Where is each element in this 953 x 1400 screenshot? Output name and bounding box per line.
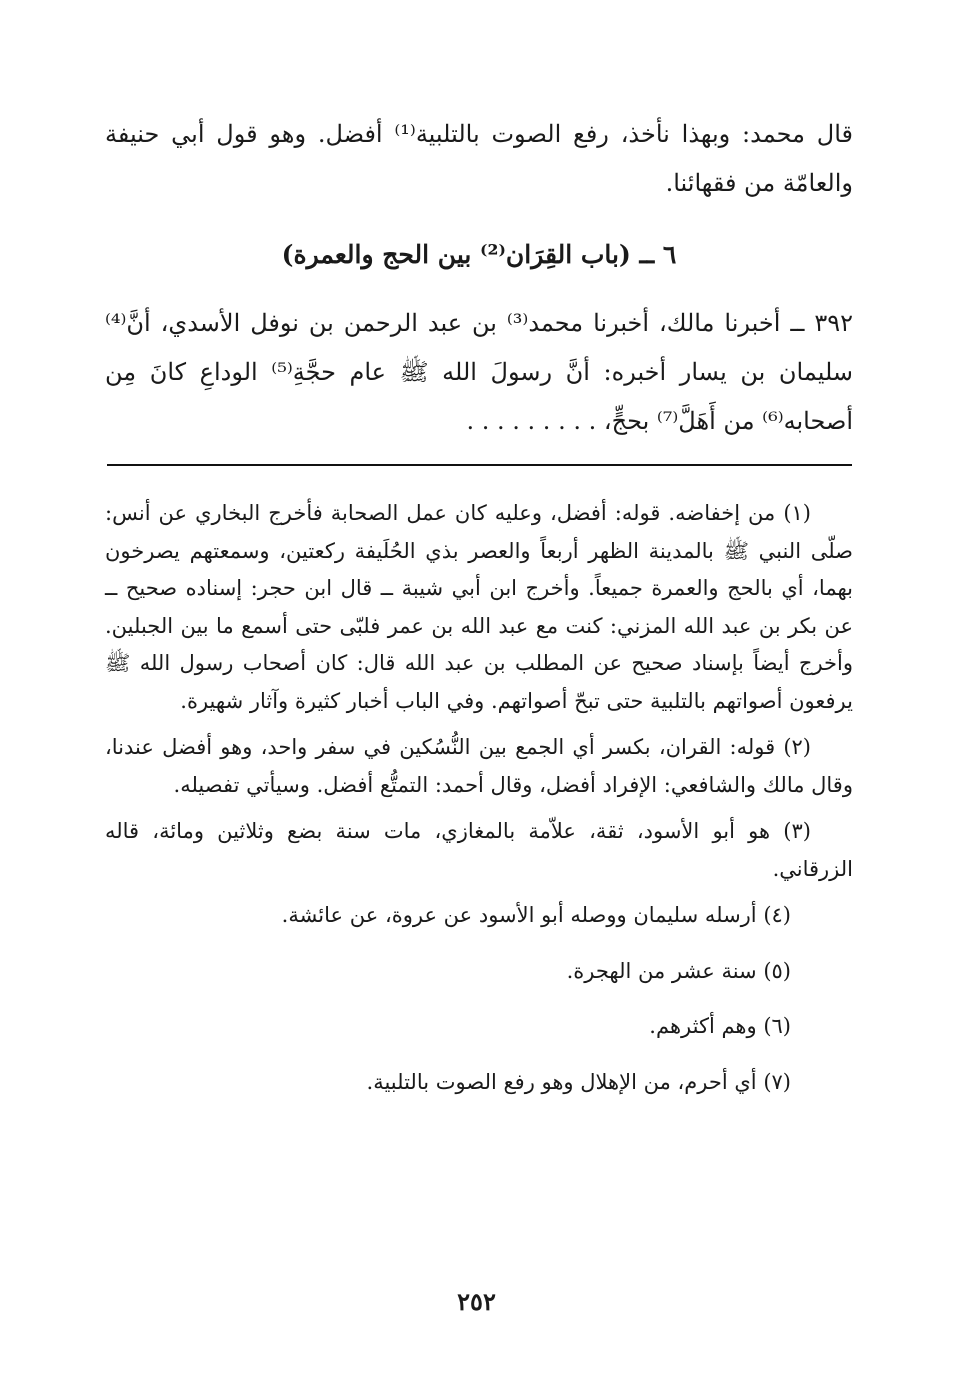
section-heading: ٦ ــ (باب القِرَان⁽²⁾ بين الحج والعمرة) <box>281 240 677 269</box>
footnote-1: (١) من إخفاضه. قوله: أفضل، وعليه كان عمل الصحابة فأخرج البخاري عن أنس: صلّى النبي ﷺ بالمدينة الظهر أربعاً والعصر بذي الحُلَيفة ركعتين، وسمعتهم يصرخون بهما، أي بالحج والعمرة جميعاً. وأخرج ابن أبي شيبة ــ قال ابن حجر: إسناده صحيح ــ عن بكر بن عبد الله المزني: كنت مع عبد الله بن عمر فلبّى حتى أسمع ما بين الجبلين. وأخرج أيضاً بإسناد صحيح عن المطلب بن عبد الله قال: كان أصحاب رسول الله ﷺ يرفعون أصواتهم بالتلبية حتى تبحّ أصواتهم. وفي الباب أخبار كثيرة وآثار شهيرة. <box>105 501 853 713</box>
footnote-divider <box>107 464 852 466</box>
footnote-2: (٢) قوله: القران، بكسر أي الجمع بين النُّسُكين في سفر واحد، وهو أفضل عندنا، وقال مالك والشافعي: الإفراد أفضل، وقال أحمد: التمتُّع أفضل. وسيأتي تفصيله. <box>105 735 853 797</box>
footnote-5: (٥) سنة عشر من الهجرة. <box>566 958 791 983</box>
footnote-6: (٦) وهم أكثرهم. <box>649 1014 791 1038</box>
main-text <box>105 110 853 446</box>
footnotes-section <box>105 495 853 1119</box>
footnote-7: (٧) أي أحرم، من الإهلال وهو رفع الصوت بالتلبية. <box>366 1069 791 1094</box>
main-paragraph-1: قال محمد: وبهذا نأخذ، رفع الصوت بالتلبية⁽¹⁾ أفضل. وهو قول أبي حنيفة والعامّة من فقهائنا. <box>105 120 853 197</box>
footnote-4: (٤) أرسله سليمان ووصله أبو الأسود عن عروة، عن عائشة. <box>281 903 791 927</box>
footnote-3: (٣) هو أبو الأسود، ثقة، علاّمة بالمغازي، مات سنة بضع وثلاثين ومائة، قاله الزرقاني. <box>105 819 853 881</box>
main-paragraph-2: ٣٩٢ ــ أخبرنا مالك، أخبرنا محمد⁽³⁾ بن عبد الرحمن بن نوفل الأسدي، أنَّ⁽⁴⁾ سليمان بن يسار أخبره: أنَّ رسولَ الله ﷺ عام حجَّةِ⁽⁵⁾ الوداعِ كانَ مِن أصحابه⁽⁶⁾ من أَهَلَّ⁽⁷⁾ بحجٍّ، . . . . . . . . . <box>105 309 853 435</box>
page-number: ٢٥٢ <box>457 1287 496 1316</box>
